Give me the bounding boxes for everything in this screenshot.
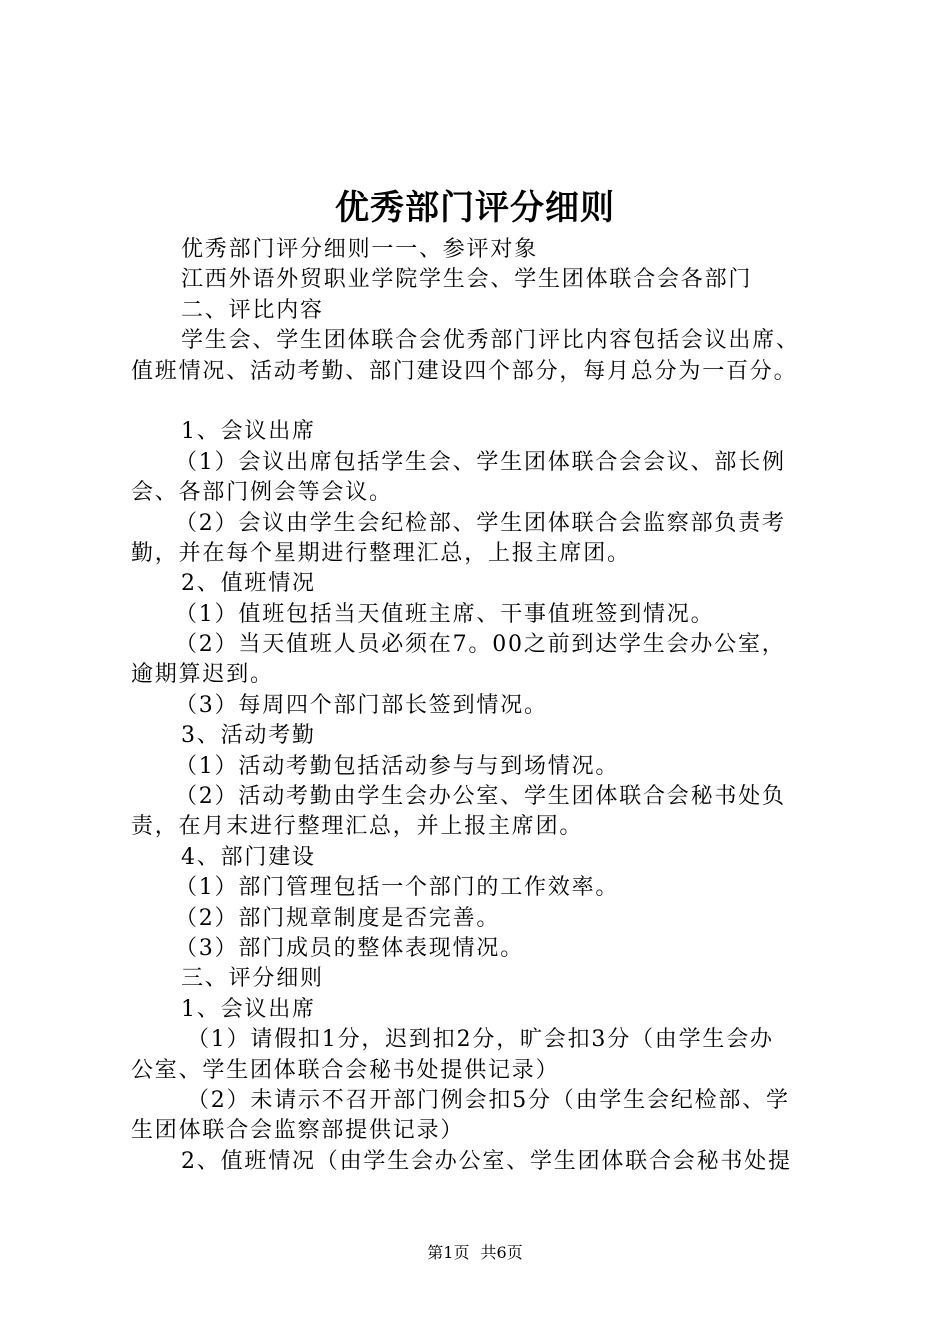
paragraph-line: 责，在月末进行整理汇总，并上报主席团。 (131, 814, 584, 840)
paragraph-line: （1）值班包括当天值班主席、干事值班签到情况。 (175, 601, 715, 627)
paragraph-line: （1）部门管理包括一个部门的工作效率。 (175, 875, 620, 901)
paragraph-line: 生团体联合会监察部提供记录） (131, 1118, 465, 1144)
paragraph-line: 公室、学生团体联合会秘书处提供记录） (131, 1057, 560, 1083)
page-total: 共6页 (480, 1243, 523, 1262)
page-footer (0, 1243, 950, 1263)
subsection-heading: 3、活动考勤 (181, 723, 316, 749)
paragraph-line: （1）请假扣1分，迟到扣2分，旷会扣3分（由学生会办 (187, 1027, 774, 1053)
section-heading: 三、评分细则 (181, 966, 324, 992)
paragraph-line: （3）部门成员的整体表现情况。 (175, 935, 524, 961)
paragraph-line: 学生会、学生团体联合会优秀部门评比内容包括会议出席、 (181, 328, 800, 354)
document-title: 优秀部门评分细则 (335, 188, 615, 228)
paragraph-line: （1）会议出席包括学生会、学生团体联合会会议、部长例 (175, 449, 786, 475)
paragraph-line: 逾期算迟到。 (131, 662, 274, 688)
paragraph-line: 会、各部门例会等会议。 (131, 480, 393, 506)
subsection-heading: 4、部门建设 (181, 844, 316, 870)
page-number: 第1页 (427, 1243, 470, 1262)
paragraph-line: 优秀部门评分细则一一、参评对象 (181, 237, 539, 262)
subsection-heading: 1、会议出席 (181, 996, 316, 1022)
paragraph-line: 值班情况、活动考勤、部门建设四个部分，每月总分为一百分。 (131, 358, 798, 384)
section-heading: 二、评比内容 (181, 297, 324, 323)
blank-line (131, 387, 851, 417)
paragraph-line: （2）部门规章制度是否完善。 (175, 905, 501, 931)
paragraph-line: （2）未请示不召开部门例会扣5分（由学生会纪检部、学 (187, 1087, 790, 1113)
paragraph-line: （1）活动考勤包括活动参与与到场情况。 (175, 753, 620, 779)
paragraph-line: 江西外语外贸职业学院学生会、学生团体联合会各部门 (181, 267, 753, 293)
subsection-heading: 2、值班情况 (181, 571, 316, 597)
paragraph-line: （2）活动考勤由学生会办公室、学生团体联合会秘书处负 (175, 784, 786, 810)
document-body (131, 235, 851, 1177)
paragraph-line: （3）每周四个部门部长签到情况。 (175, 692, 548, 718)
subsection-heading: 1、会议出席 (181, 419, 316, 445)
paragraph-line: （2）当天值班人员必须在7。00之前到达学生会办公室， (175, 632, 786, 658)
subsection-heading: 2、值班情况（由学生会办公室、学生团体联合会秘书处提 (181, 1148, 792, 1174)
paragraph-line: （2）会议由学生会纪检部、学生团体联合会监察部负责考 (175, 510, 786, 536)
paragraph-line: 勤，并在每个星期进行整理汇总，上报主席团。 (131, 540, 631, 566)
